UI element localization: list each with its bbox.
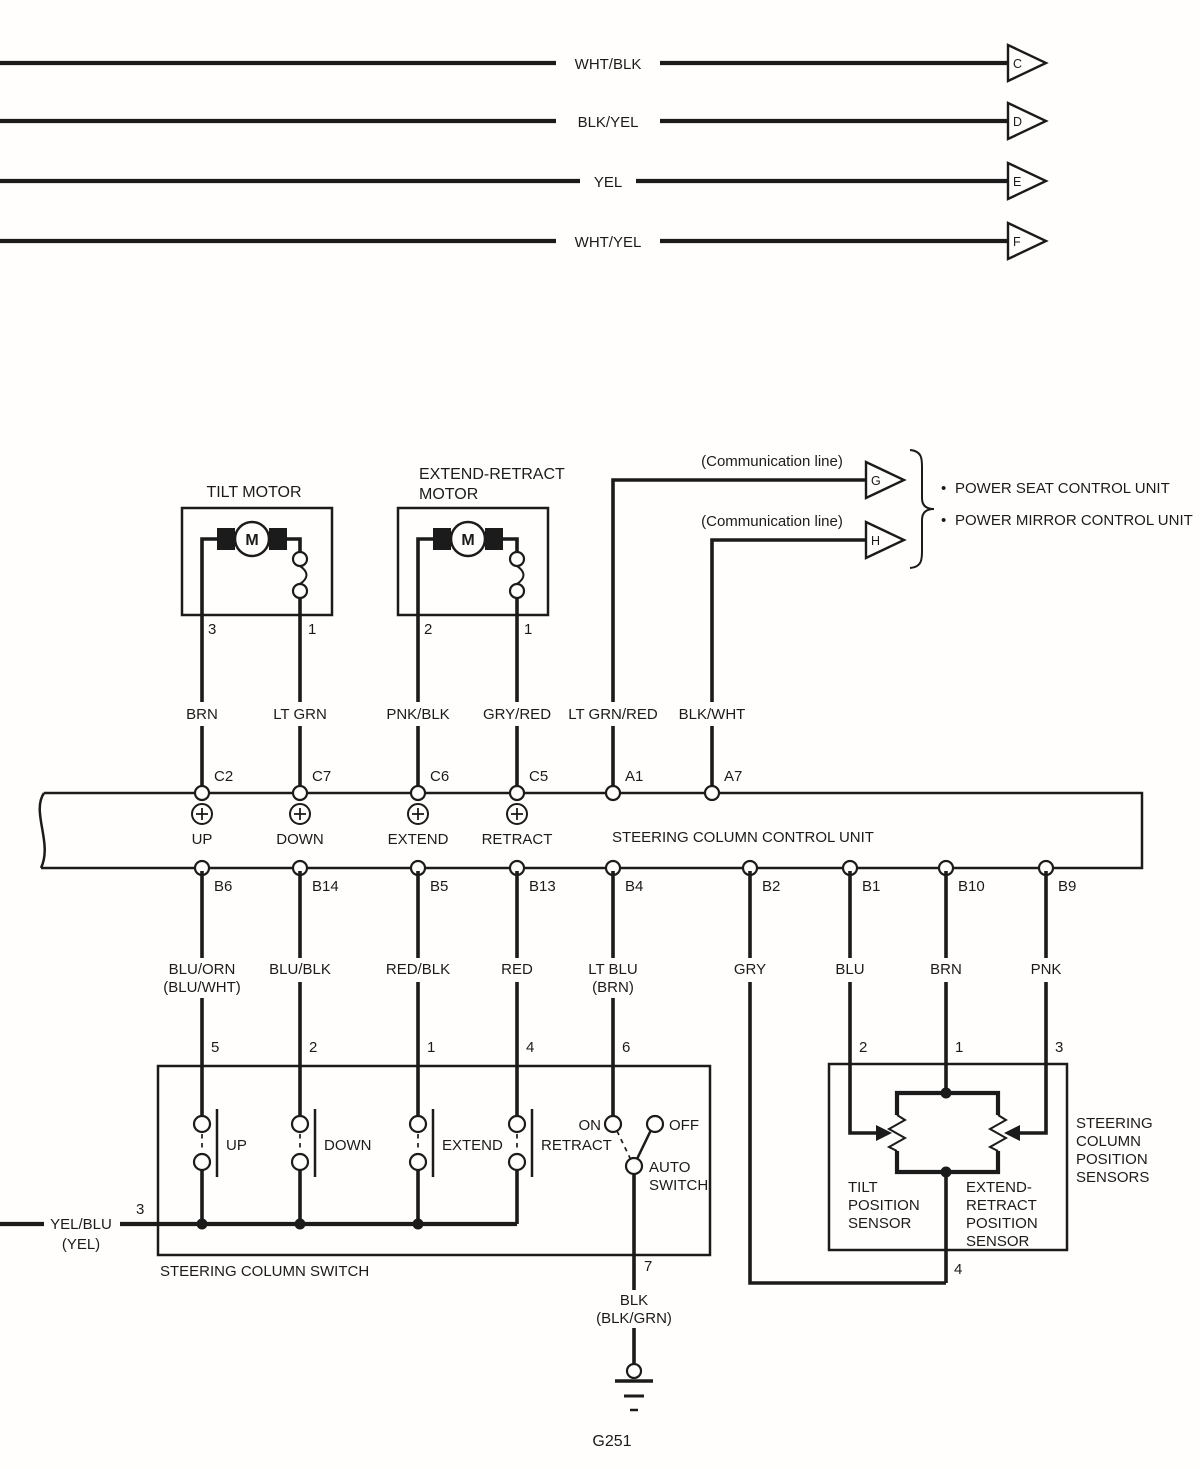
wire-color-label: WHT/YEL	[574, 234, 642, 251]
wire-brn	[202, 539, 217, 790]
pin-id: B13	[529, 878, 556, 895]
control-unit-title: STEERING COLUMN CONTROL UNIT	[612, 829, 874, 846]
auto-switch-off-label: OFF	[669, 1117, 699, 1134]
wire-color-label: BRN	[186, 706, 218, 723]
contact-icon	[194, 1116, 210, 1132]
motor-brush	[433, 528, 451, 550]
extend-retract-sensor-label: SENSOR	[966, 1233, 1030, 1250]
upper-wire-labels	[154, 702, 760, 726]
wire-blkwht-comm	[712, 540, 866, 790]
sensor-pin-number: 2	[859, 1039, 868, 1056]
wire-color-label: LT GRN	[273, 706, 327, 723]
switch-pin-number: 2	[309, 1039, 318, 1056]
pin-id: C2	[214, 768, 234, 785]
contact-icon	[292, 1154, 308, 1170]
extend-retract-sensor-label: POSITION	[966, 1215, 1038, 1232]
switch-box-title: STEERING COLUMN SWITCH	[160, 1263, 370, 1280]
tilt-sensor-label: POSITION	[848, 1197, 920, 1214]
pin-id: C5	[529, 768, 549, 785]
top-connection-row	[0, 45, 1046, 81]
connector-letter: F	[1013, 235, 1021, 249]
function-label: UP	[191, 831, 213, 848]
wiper-arrow-icon	[876, 1125, 892, 1141]
connector-letter: C	[1013, 57, 1023, 71]
wire-color-label: WHT/BLK	[574, 56, 642, 73]
extend-retract-motor	[398, 466, 565, 638]
pin-id: A1	[625, 768, 644, 785]
extend-retract-motor-title: MOTOR	[419, 486, 479, 503]
contact-icon	[410, 1154, 426, 1170]
tilt-sensor-label: SENSOR	[848, 1215, 912, 1232]
actuator-dash	[617, 1131, 630, 1158]
steering-column-switch	[158, 1066, 710, 1280]
resistor-icon	[990, 1115, 1006, 1151]
wire-color-label: BLK	[619, 1292, 649, 1309]
wire-blu	[850, 871, 881, 1133]
extend-retract-sensor-label: RETRACT	[966, 1197, 1037, 1214]
auto-switch	[579, 1116, 709, 1194]
push-switch	[194, 1109, 247, 1177]
wire-color-label: LT GRN/RED	[568, 706, 658, 723]
switch-pin-number: 4	[526, 1039, 535, 1056]
contact-icon	[292, 1116, 308, 1132]
motor-pin-number: 2	[424, 621, 433, 638]
top-connection-rows	[0, 45, 1046, 259]
pin-id: B1	[862, 878, 881, 895]
wire-color-label: BLK/WHT	[678, 706, 746, 723]
pin-id: B14	[312, 878, 339, 895]
polarity-plus-icon	[290, 804, 310, 824]
contact-icon	[194, 1154, 210, 1170]
contact-icon	[509, 1154, 525, 1170]
sensor-box-title: COLUMN	[1076, 1133, 1142, 1150]
motor-brush	[485, 528, 503, 550]
sensor-pin-number: 3	[1055, 1039, 1064, 1056]
motor-pin-number: 1	[308, 621, 317, 638]
polarity-plus-icon	[408, 804, 428, 824]
contact-icon	[293, 584, 307, 598]
contact-icon	[647, 1116, 663, 1132]
switch-pin-number: 1	[427, 1039, 436, 1056]
junction-dot	[941, 1167, 952, 1178]
switch-pin-number: 6	[622, 1039, 631, 1056]
wire-color-label: BLU/BLK	[269, 961, 331, 978]
function-label: EXTEND	[387, 831, 449, 848]
switch-label: DOWN	[324, 1137, 372, 1154]
contact-blade-icon	[300, 566, 307, 584]
contact-icon	[626, 1158, 642, 1174]
wire-color-label: YEL	[593, 174, 623, 191]
wire-color-label: PNK	[1030, 961, 1062, 978]
wire-color-label: LT BLU	[588, 961, 638, 978]
motor-brush	[269, 528, 287, 550]
junction-dot	[197, 1219, 208, 1230]
connector-letter: D	[1013, 115, 1023, 129]
wire-color-label: BLK/YEL	[577, 114, 639, 131]
wire	[503, 539, 517, 552]
wire-pnk	[1018, 871, 1046, 1133]
contact-icon	[509, 1116, 525, 1132]
pin-circle	[510, 786, 524, 800]
ground-icon	[615, 1364, 653, 1410]
bullet-icon: •	[941, 480, 947, 497]
sensor-pin-number: 4	[954, 1261, 963, 1278]
pin-id: C7	[312, 768, 332, 785]
function-label: DOWN	[276, 831, 324, 848]
switch-pin-number: 5	[211, 1039, 220, 1056]
switch-label: RETRACT	[541, 1137, 612, 1154]
destination-label: POWER MIRROR CONTROL UNIT	[955, 512, 1193, 529]
pin-id: B2	[762, 878, 781, 895]
motor-pin-number: 3	[208, 621, 217, 638]
pin-circle	[606, 786, 620, 800]
switch-label: UP	[226, 1137, 247, 1154]
input-wire	[50, 1201, 144, 1253]
pin-circle	[293, 786, 307, 800]
brace-icon	[910, 450, 934, 568]
push-switch	[292, 1109, 372, 1177]
sensor-box-title: SENSORS	[1076, 1169, 1150, 1186]
pin-id: B5	[430, 878, 449, 895]
pin-id: C6	[430, 768, 450, 785]
polarity-plus-icon	[507, 804, 527, 824]
function-label: RETRACT	[481, 831, 553, 848]
pin-id: A7	[724, 768, 743, 785]
pin-id: B9	[1058, 878, 1077, 895]
steering-column-position-sensors	[829, 1064, 1153, 1278]
junction-dot	[941, 1088, 952, 1099]
auto-switch-label: SWITCH	[649, 1177, 709, 1194]
contact-blade-icon	[517, 566, 524, 584]
wire-color-label: YEL/BLU	[50, 1216, 112, 1233]
wire-color-label: GRY/RED	[482, 706, 552, 723]
top-connection-row	[0, 103, 1046, 139]
communication-line-label: (Communication line)	[701, 453, 843, 470]
wire-color-label: (BRN)	[592, 979, 634, 996]
junction-dot	[413, 1219, 424, 1230]
extend-retract-motor-title: EXTEND-RETRACT	[419, 466, 565, 483]
pin-id: B10	[958, 878, 985, 895]
switch-label: EXTEND	[442, 1137, 503, 1154]
lower-wire-labels	[150, 958, 1074, 998]
motor-symbol: M	[245, 532, 259, 549]
auto-switch-on-label: ON	[578, 1117, 601, 1134]
contact-icon	[410, 1116, 426, 1132]
motor-brush	[217, 528, 235, 550]
contact-icon	[510, 584, 524, 598]
wire-color-label: BRN	[930, 961, 962, 978]
pin-circle	[705, 786, 719, 800]
extend-retract-sensor-label: EXTEND-	[966, 1179, 1032, 1196]
wire-color-label: (BLK/GRN)	[596, 1310, 672, 1327]
wire-color-label: RED	[501, 961, 533, 978]
push-switch	[410, 1109, 503, 1177]
wire-color-label: BLU	[835, 961, 865, 978]
wire-color-label: RED/BLK	[385, 961, 451, 978]
pin-circle	[195, 786, 209, 800]
wire-color-label: GRY	[733, 961, 767, 978]
pin-circle	[411, 786, 425, 800]
junction-dot	[295, 1219, 306, 1230]
sensor-pin-number: 1	[955, 1039, 964, 1056]
switch-blade	[637, 1130, 651, 1159]
wire-color-label: (YEL)	[61, 1236, 101, 1253]
wire-color-label: BLU/ORN	[168, 961, 236, 978]
auto-switch-label: AUTO	[649, 1159, 691, 1176]
connector-letter: H	[871, 534, 881, 548]
contact-icon	[293, 552, 307, 566]
tilt-sensor-label: TILT	[848, 1179, 878, 1196]
switch-pin-number: 3	[136, 1201, 145, 1218]
sensor-loop	[897, 1093, 998, 1172]
tilt-motor	[182, 484, 332, 638]
connector-letter: G	[871, 474, 881, 488]
sensor-box-title: POSITION	[1076, 1151, 1148, 1168]
ground-pin-number: 7	[644, 1258, 653, 1275]
bullet-icon: •	[941, 512, 947, 529]
ground-id: G251	[592, 1433, 632, 1450]
motor-pin-number: 1	[524, 621, 533, 638]
connector-letter: E	[1013, 175, 1022, 189]
wire	[287, 539, 300, 552]
motor-symbol: M	[461, 532, 475, 549]
pin-id: B6	[214, 878, 233, 895]
top-connection-row	[0, 223, 1046, 259]
top-connection-row	[0, 163, 1046, 199]
contact-icon	[510, 552, 524, 566]
communication-lines	[701, 450, 1193, 568]
polarity-plus-icon	[192, 804, 212, 824]
tilt-motor-title: TILT MOTOR	[206, 484, 302, 501]
wire-color-label: (BLU/WHT)	[163, 979, 241, 996]
communication-line-label: (Communication line)	[701, 513, 843, 530]
steering-column-control-unit	[40, 768, 1142, 895]
destination-label: POWER SEAT CONTROL UNIT	[955, 480, 1170, 497]
wire-color-label: PNK/BLK	[386, 706, 450, 723]
wire-pnkblk	[418, 539, 433, 790]
device-pin-numbers	[211, 1039, 1063, 1056]
contact-icon	[605, 1116, 621, 1132]
sensor-box-title: STEERING	[1076, 1115, 1153, 1132]
pin-id: B4	[625, 878, 644, 895]
